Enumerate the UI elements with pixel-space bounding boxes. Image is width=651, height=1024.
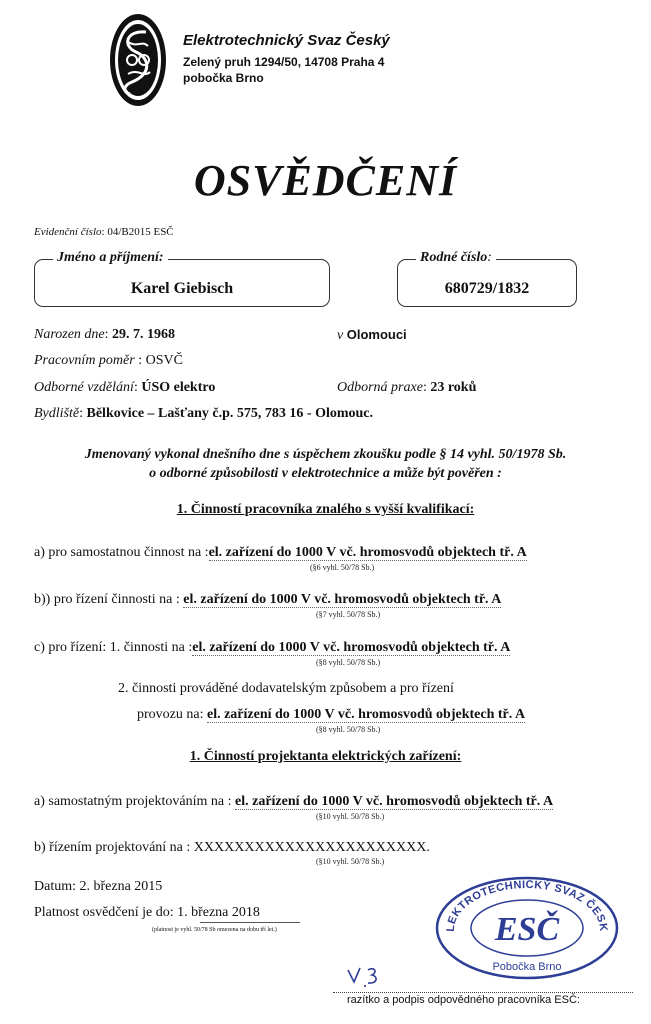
logo: [108, 12, 168, 108]
residence-label: Bydliště: [34, 406, 80, 421]
org-branch: pobočka Brno: [183, 71, 264, 85]
education-label: Odborné vzdělání: [34, 380, 134, 395]
name-label: Jméno a příjmení:: [53, 250, 168, 266]
evidence-label: Evidenční číslo: [34, 226, 102, 238]
signature-line: [333, 992, 633, 993]
section1-item-c-note: (§8 vyhl. 50/78 Sb.): [316, 658, 381, 667]
signature: [344, 962, 414, 992]
stamp-bottom-text: Pobočka Brno: [492, 961, 562, 973]
stamp-center-text: ESČ: [494, 911, 560, 948]
section1-item-c: [34, 640, 510, 656]
name-value: Karel Giebisch: [130, 280, 234, 297]
statement-line-1: Jmenovaný vykonal dnešního dne s úspěchem zkoušku podle § 14 vyhl. 50/1978 Sb.: [84, 447, 567, 462]
validity-line: [34, 905, 260, 921]
practice-value: 23 roků: [430, 380, 477, 395]
item-prefix: a) samostatným projektováním na :: [34, 794, 236, 809]
section1-item-a-note: (§6 vyhl. 50/78 Sb.): [310, 563, 375, 572]
id-label-text: Rodné číslo: [420, 250, 488, 265]
item-prefix: a) pro samostatnou činnost na :: [34, 545, 209, 560]
item-prefix: c) pro řízení: 1. činnosti na :: [34, 640, 193, 655]
id-box: [397, 250, 577, 307]
validity-note: (platnost je vyhl. 50/78 Sb omezena na dobu tří let.): [152, 927, 277, 933]
evidence-value: 04/B2015 ESČ: [107, 226, 174, 238]
born-label: Narozen dne: [34, 327, 105, 342]
name-box: [34, 250, 330, 307]
section1-item-c2-note: (§8 vyhl. 50/78 Sb.): [316, 725, 381, 734]
residence-value: Bělkovice – Lašťany č.p. 575, 783 16 - Olomouc.: [86, 406, 374, 421]
education-line: Odborné vzdělání: ÚSO elektro: [34, 380, 216, 395]
practice-label: Odborná praxe: [337, 380, 423, 395]
validity-underline: [200, 922, 300, 923]
document-title: OSVĚDČENÍ: [193, 156, 458, 205]
practice-line: Odborná praxe: 23 roků: [337, 380, 477, 395]
signature-icon: [344, 962, 414, 992]
employment-line: Pracovním poměr : OSVČ: [34, 353, 183, 368]
section2-item-b: [34, 840, 430, 856]
item-value: el. zařízení do 1000 V vč. hromosvodů objektech tř. A: [235, 794, 554, 809]
employment-label: Pracovním poměr: [34, 353, 135, 368]
id-value: 680729/1832: [444, 280, 530, 297]
esc-logo-icon: [108, 12, 168, 108]
section1-item-b-note: (§7 vyhl. 50/78 Sb.): [316, 610, 381, 619]
item-prefix: b) řízením projektování na :: [34, 840, 194, 855]
born-place-value: Olomouci: [346, 327, 407, 342]
stamp-icon: [432, 874, 622, 982]
item-value: el. zařízení do 1000 V vč. hromosvodů objektech tř. A: [183, 592, 502, 607]
org-address: Zelený pruh 1294/50, 14708 Praha 4: [183, 55, 385, 69]
item-prefix: b)) pro řízení činnosti na :: [34, 592, 184, 607]
org-name: Elektrotechnický Svaz Český: [183, 32, 390, 49]
item-value: el. zařízení do 1000 V vč. hromosvodů objektech tř. A: [206, 707, 526, 722]
born-line: Narozen dne: 29. 7. 1968: [34, 327, 176, 342]
item-prefix: provozu na:: [137, 707, 207, 722]
section2-item-a: [34, 794, 553, 810]
born-place-label: v: [337, 328, 344, 343]
validity-text: Platnost osvědčení je do: 1. března 2018: [34, 905, 260, 920]
section2-item-b-note: (§10 vyhl. 50/78 Sb.): [316, 857, 385, 866]
issue-date: Datum: 2. března 2015: [34, 879, 163, 894]
section1-item-c2-line1: 2. činnosti prováděné dodavatelským způsobem a pro řízení: [118, 681, 454, 696]
education-value: ÚSO elektro: [141, 380, 216, 395]
section2-item-a-note: (§10 vyhl. 50/78 Sb.): [316, 812, 385, 821]
section1-item-b: [34, 592, 501, 608]
stamp-ring-text: LEKTROTECHNICKÝ SVAZ ČESK: [444, 878, 610, 933]
item-value: el. zařízení do 1000 V vč. hromosvodů objektech tř. A: [192, 640, 511, 655]
residence-line: Bydliště: Bělkovice – Lašťany č.p. 575, 783 16 - Olomouc.: [34, 406, 374, 421]
official-stamp: [432, 874, 622, 982]
statement-line-2: o odborné způsobilosti v elektrotechnice a může být pověřen :: [149, 466, 502, 481]
born-date: 29. 7. 1968: [112, 327, 176, 342]
section1-item-a: [34, 545, 527, 561]
item-value: XXXXXXXXXXXXXXXXXXXXXXX.: [193, 840, 430, 855]
item-value: el. zařízení do 1000 V vč. hromosvodů objektech tř. A: [208, 545, 527, 560]
born-place: [337, 327, 407, 344]
section2-heading: 1. Činností projektanta elektrických zařízení:: [189, 749, 462, 764]
signature-caption: razítko a podpis odpovědného pracovníka ESČ:: [347, 994, 580, 1006]
section1-heading: 1. Činností pracovníka znalého s vyšší kvalifikací:: [176, 502, 475, 517]
evidence-number: Evidenční číslo: 04/B2015 ESČ: [34, 226, 174, 238]
id-label: Rodné číslo:: [416, 250, 496, 266]
section1-item-c2-line2: [137, 707, 525, 723]
employment-value: OSVČ: [145, 353, 183, 368]
